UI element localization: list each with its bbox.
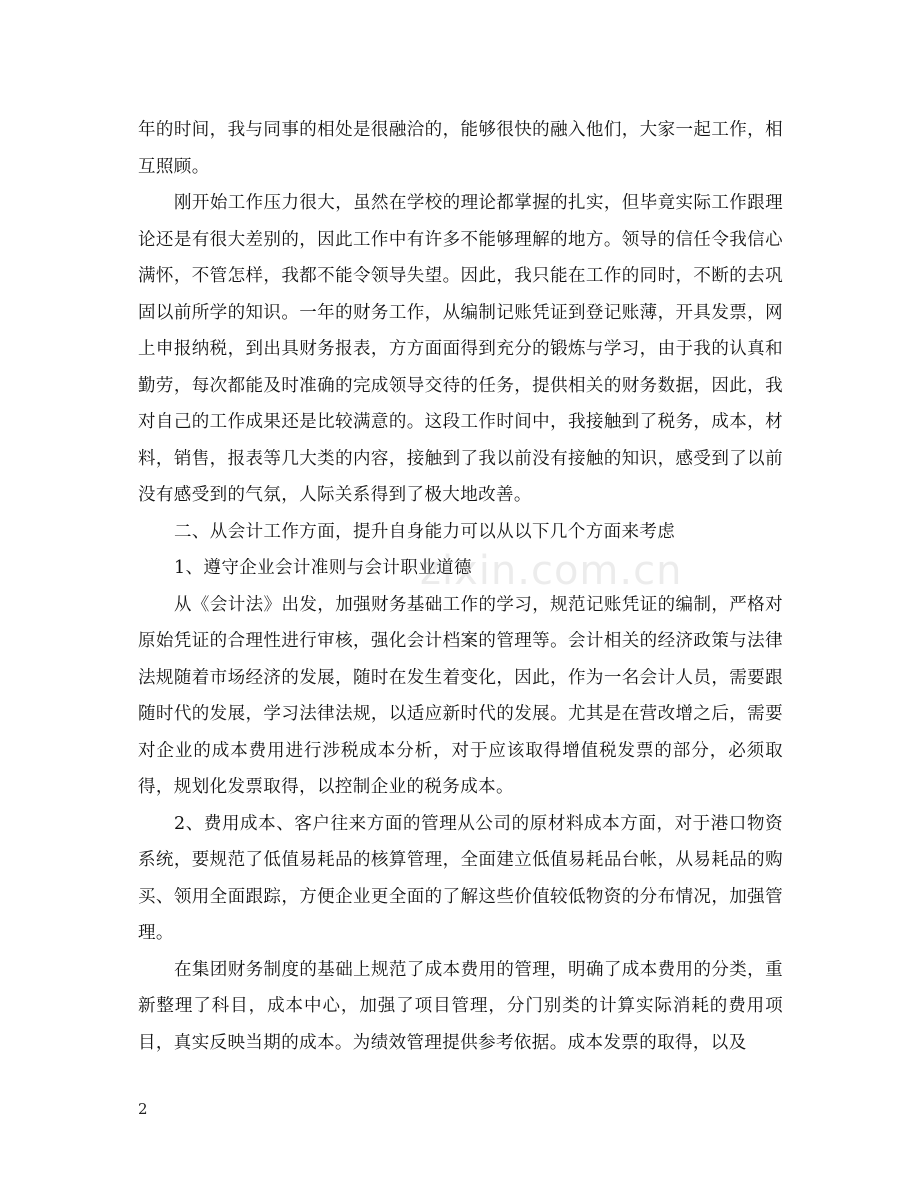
section-heading: 二、从会计工作方面，提升自身能力可以从以下几个方面来考虑: [174, 521, 676, 542]
paragraph: 在集团财务制度的基础上规范了成本费用的管理，明确了成本费用的分类，重新整理了科目，成本中心，加强了项目管理，分门别类的计算实际消耗的费用项目，真实反映当期的成本。为绩效管理提供参考依据。成本发票的取得，以及: [138, 959, 783, 1053]
paragraph: 从《会计法》出发，加强财务基础工作的学习，规范记账凭证的编制，严格对原始凭证的合理性进行审核，强化会计档案的管理等。会计相关的经济政策与法律法规随着市场经济的发展，随时在发生着变化，因此，作为一名会计人员，需要跟随时代的发展，学习法律法规，以适应新时代的发展。尤其是在营改增之后，需要对企业的成本费用进行涉税成本分析，对于应该取得增值税发票的部分，必须取得，规划化发票取得，以控制企业的税务成本。: [138, 594, 783, 797]
paragraph: 年的时间，我与同事的相处是很融洽的，能够很快的融入他们，大家一起工作，相互照顾。: [138, 120, 783, 177]
watermark: zixin.com.cn: [420, 548, 683, 594]
document-body: [138, 112, 783, 1061]
paragraph: 2、费用成本、客户往来方面的管理从公司的原材料成本方面，对于港口物资系统，要规范了低值易耗品的核算管理，全面建立低值易耗品台帐，从易耗品的购买、领用全面跟踪，方便企业更全面的了解这些价值较低物资的分布情况，加强管理。: [138, 813, 783, 943]
page-number: 2: [138, 1100, 148, 1118]
paragraph: 刚开始工作压力很大，虽然在学校的理论都掌握的扎实，但毕竟实际工作跟理论还是有很大差别的，因此工作中有许多不能够理解的地方。领导的信任令我信心满怀，不管怎样，我都不能令领导失望。因此，我只能在工作的同时，不断的去巩固以前所学的知识。一年的财务工作，从编制记账凭证到登记账薄，开具发票，网上申报纳税，到出具财务报表，方方面面得到充分的锻炼与学习，由于我的认真和勤劳，每次都能及时准确的完成领导交待的任务，提供相关的财务数据，因此，我对自己的工作成果还是比较满意的。这段工作时间中，我接触到了税务，成本，材料，销售，报表等几大类的内容，接触到了我以前没有接触的知识，感受到了以前没有感受到的气氛，人际关系得到了极大地改善。: [138, 193, 783, 505]
subsection-heading: 1、遵守企业会计准则与会计职业道德: [174, 558, 472, 578]
